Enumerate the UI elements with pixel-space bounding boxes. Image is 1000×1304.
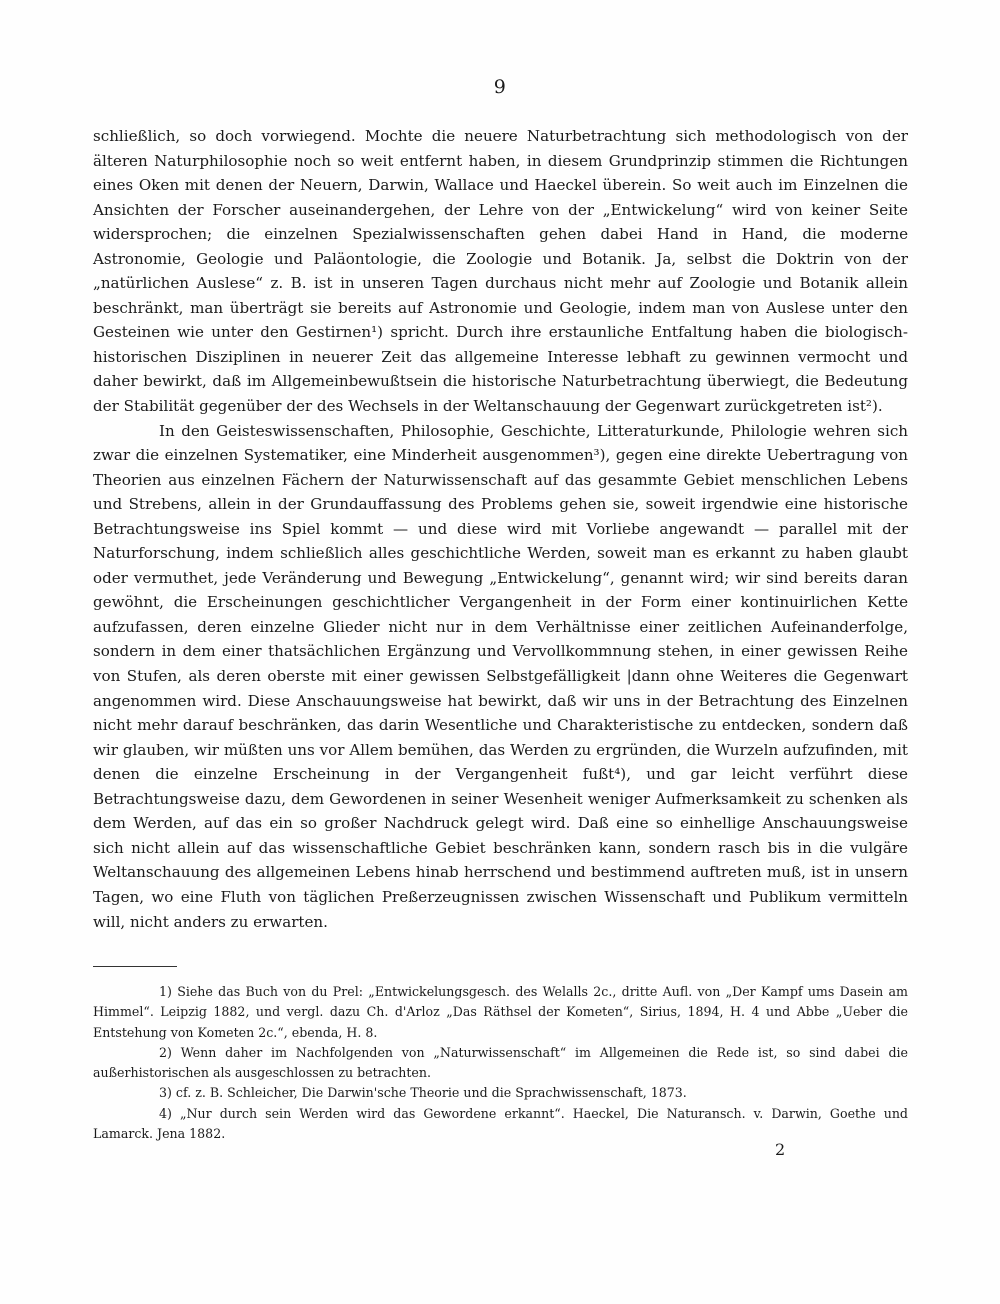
footnotes [93, 982, 908, 1144]
footnote-divider [93, 966, 177, 967]
page-number: 9 [493, 76, 507, 98]
footnote: 4) „Nur durch sein Werden wird das Gewordene erkannt“. Haeckel, Die Naturansch. v. Darwin, Goethe und Lamarck. Jena 1882. [93, 1105, 908, 1142]
signature-mark: 2 [775, 1140, 786, 1159]
paragraph: In den Geisteswissenschaften, Philosophie, Geschichte, Litteraturkunde, Philologie wehren sich zwar die einzelnen Systematiker, eine Minderheit ausgenommen³), gegen eine direkte Uebertragung von Theorien aus einzelnen Fächern der Naturwissenschaft auf das gesammte Gebiet menschlichen Lebens und Strebens, allein in der Grundauffassung des Problems gehen sie, soweit irgendwie eine historische Betrachtungsweise ins Spiel kommt — und diese wird mit Vorliebe angewandt — parallel mit der Naturforschung, indem schließlich alles geschichtliche Werden, soweit man es erkannt zu haben glaubt oder vermuthet, jede Veränderung und Bewegung „Entwickelung“, genannt wird; wir sind bereits daran gewöhnt, die Erscheinungen geschichtlicher Vergangenheit in der Form einer kontinuirlichen Kette aufzufassen, deren einzelne Glieder nicht nur in dem Verhältnisse einer zeitlichen Aufeinanderfolge, sondern in dem einer thatsächlichen Ergänzung und Vervollkommnung stehen, in einer gewissen Reihe von Stufen, als deren oberste mit einer gewissen Selbstgefälligkeit |dann ohne Weiteres die Gegenwart angenommen wird. Diese Anschauungsweise hat bewirkt, daß wir uns in der Betrachtung des Einzelnen nicht mehr darauf beschränken, das darin Wesentliche und Charakteristische zu entdecken, sondern daß wir glauben, wir müßten uns vor Allem bemühen, das Werden zu ergründen, die Wurzeln aufzufinden, mit denen die einzelne Erscheinung in der Vergangenheit fußt⁴), und gar leicht verführt diese Betrachtungsweise dazu, dem Gewordenen in seiner Wesenheit weniger Aufmerksamkeit zu schenken als dem Werden, auf das ein so großer Nachdruck gelegt wird. Daß eine so einhellige Anschauungsweise sich nicht allein auf das wissenschaftliche Gebiet beschränken kann, sondern rasch bis in die vulgäre Weltanschauung des allgemeinen Lebens hinab herrschend und bestimmend auftreten muß, ist in unsern Tagen, wo eine Fluth von täglichen Preßerzeugnissen zwischen Wissenschaft und Publikum vermitteln will, nicht anders zu erwarten. [93, 421, 908, 931]
footnote: 3) cf. z. B. Schleicher, Die Darwin'sche Theorie und die Sprachwissenschaft, 1873. [159, 1085, 687, 1101]
footnote: 2) Wenn daher im Nachfolgenden von „Naturwissenschaft“ im Allgemeinen die Rede ist, so sind dabei die außerhistorischen als ausgeschlossen zu betrachten. [93, 1044, 908, 1081]
footnote: 1) Siehe das Buch von du Prel: „Entwickelungsgesch. des Welalls 2c., dritte Aufl. von „Der Kampf ums Dasein am Himmel“. Leipzig 1882, und vergl. dazu Ch. d'Arloz „Das Räthsel der Kometen“, Sirius, 1894, H. 4 und Abbe „Ueber die Entstehung von Kometen 2c.“, ebenda, H. 8. [93, 984, 908, 1040]
main-text [93, 124, 908, 934]
paragraph: schließlich, so doch vorwiegend. Mochte die neuere Naturbetrachtung sich methodologisch von der älteren Naturphilosophie noch so weit entfernt haben, in diesem Grundprinzip stimmen die Richtungen eines Oken mit denen der Neuern, Darwin, Wallace und Haeckel überein. So weit auch im Einzelnen die Ansichten der Forscher auseinandergehen, der Lehre von der „Entwickelung“ wird von keiner Seite widersprochen; die einzelnen Spezialwissenschaften gehen dabei Hand in Hand, die moderne Astronomie, Geologie und Paläontologie, die Zoologie und Botanik. Ja, selbst die Doktrin von der „natürlichen Auslese“ z. B. ist in unseren Tagen durchaus nicht mehr auf Zoologie und Botanik allein beschränkt, man überträgt sie bereits auf Astronomie und Geologie, indem man von Auslese unter den Gesteinen wie unter den Gestirnen¹) spricht. Durch ihre erstaunliche Entfaltung haben die biologisch-historischen Disziplinen in neuerer Zeit das allgemeine Interesse lebhaft zu gewinnen vermocht und daher bewirkt, daß im Allgemeinbewußtsein die historische Naturbetrachtung überwiegt, die Bedeutung der Stabilität gegenüber der des Wechsels in der Weltanschauung der Gegenwart zurückgetreten ist²). [93, 127, 908, 416]
